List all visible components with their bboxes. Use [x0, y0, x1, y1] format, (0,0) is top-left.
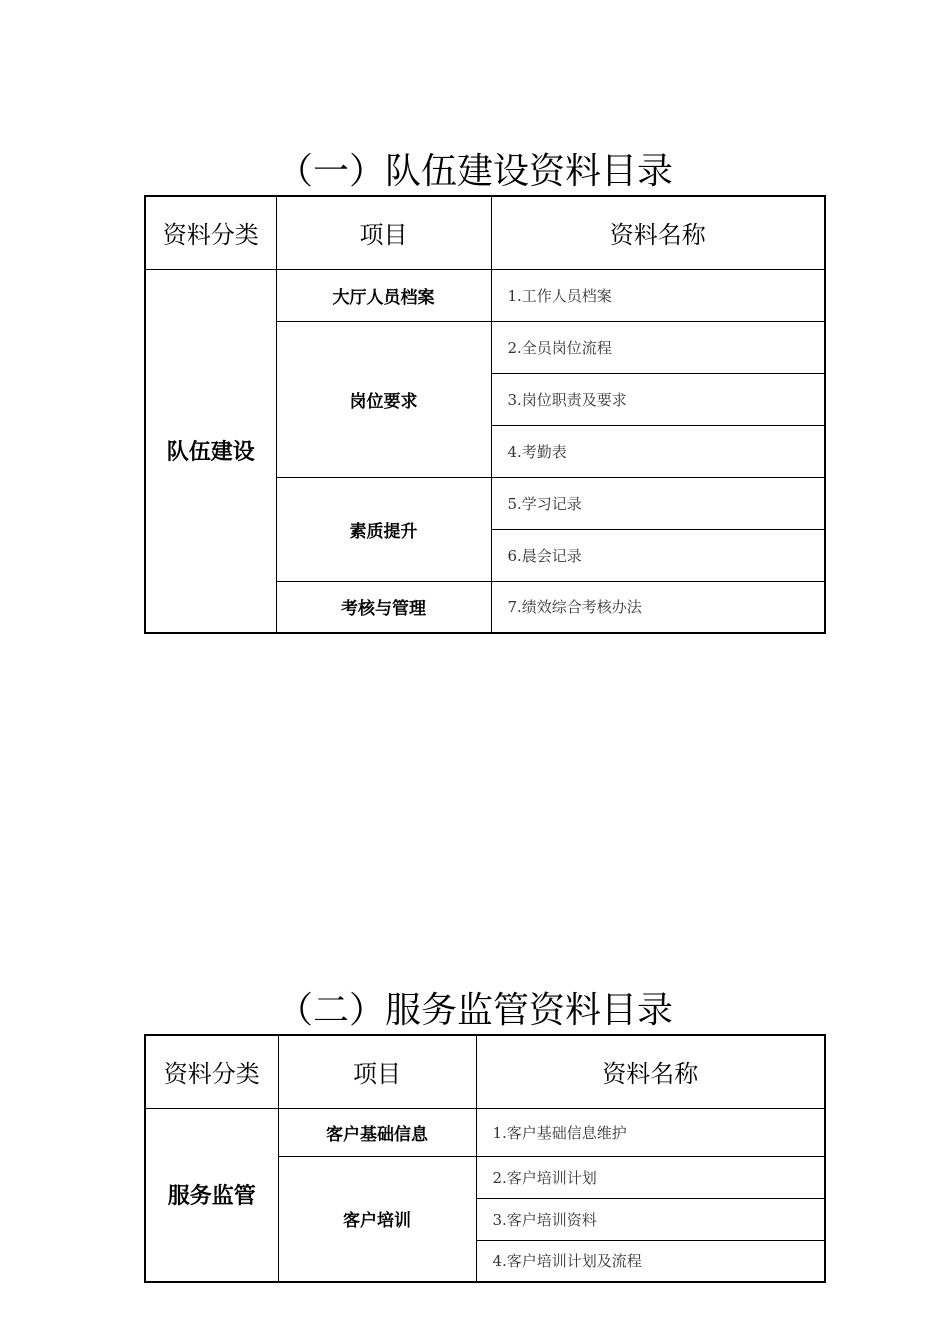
item-cell: 素质提升	[276, 477, 491, 581]
header-name: 资料名称	[476, 1035, 825, 1108]
table-header-row	[145, 196, 825, 269]
name-cell: 3.客户培训资料	[476, 1198, 825, 1240]
item-cell: 客户基础信息	[278, 1108, 476, 1156]
team-building-table	[144, 195, 826, 634]
header-category: 资料分类	[145, 1035, 278, 1108]
name-cell: 6.晨会记录	[491, 529, 825, 581]
table-row	[145, 1108, 825, 1156]
name-cell: 1.工作人员档案	[491, 269, 825, 321]
header-item: 项目	[278, 1035, 476, 1108]
name-cell: 1.客户基础信息维护	[476, 1108, 825, 1156]
name-cell: 2.客户培训计划	[476, 1156, 825, 1198]
category-cell: 服务监管	[145, 1108, 278, 1282]
name-cell: 4.考勤表	[491, 425, 825, 477]
item-cell: 岗位要求	[276, 321, 491, 477]
header-category: 资料分类	[145, 196, 276, 269]
name-cell: 7.绩效综合考核办法	[491, 581, 825, 633]
section1-title: （一）队伍建设资料目录	[276, 151, 673, 192]
header-item: 项目	[276, 196, 491, 269]
service-supervision-table	[144, 1034, 826, 1283]
name-cell: 4.客户培训计划及流程	[476, 1240, 825, 1282]
header-name: 资料名称	[491, 196, 825, 269]
item-cell: 大厅人员档案	[276, 269, 491, 321]
category-cell: 队伍建设	[145, 269, 276, 633]
table-row	[145, 269, 825, 321]
table-header-row	[145, 1035, 825, 1108]
name-cell: 3.岗位职责及要求	[491, 373, 825, 425]
item-cell: 客户培训	[278, 1156, 476, 1282]
name-cell: 5.学习记录	[491, 477, 825, 529]
item-cell: 考核与管理	[276, 581, 491, 633]
section2-title: （二）服务监管资料目录	[276, 990, 673, 1031]
name-cell: 2.全员岗位流程	[491, 321, 825, 373]
